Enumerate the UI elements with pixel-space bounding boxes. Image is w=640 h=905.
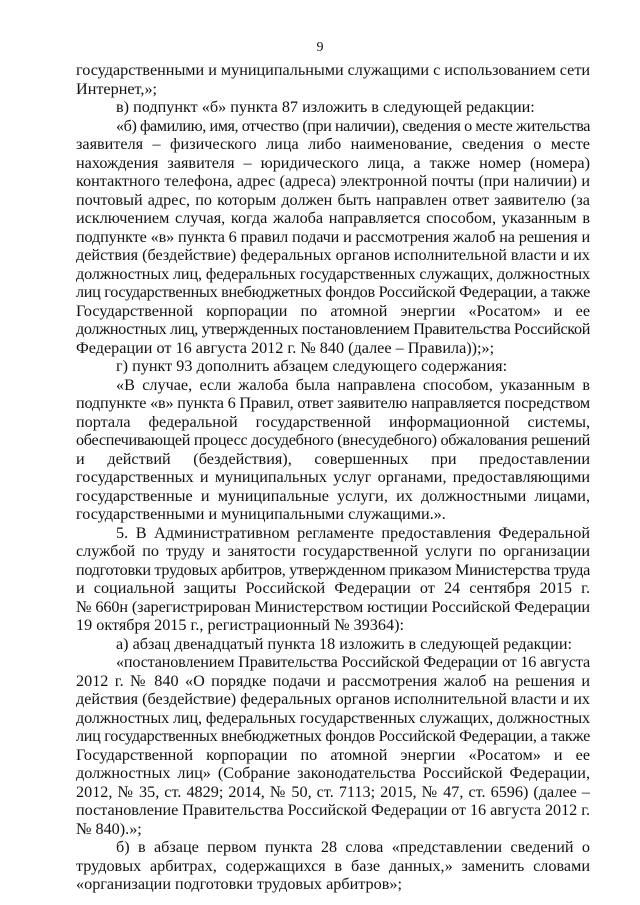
text-line: г) пункт 93 дополнить абзацем следующего содержания: (116, 357, 508, 375)
page-number: 9 (316, 40, 324, 55)
text-line: государственных и муниципальных услуг органами, предоставляющими (76, 468, 590, 486)
text-line: заявителя – физического лица либо наименование, сведения о месте (76, 135, 590, 153)
text-line: государственными и муниципальными служащими с использованием сети (76, 61, 591, 79)
text-line: службой по труду и занятости государственной услуги по организации (76, 542, 590, 560)
text-line: 5. В Административном регламенте предоставления Федеральной (116, 523, 590, 542)
text-line: «В случае, если жалоба была направлена способом, указанным в (116, 375, 590, 394)
document-body (76, 61, 590, 894)
text-line: № 660н (зарегистрирован Министерством юстиции Российской Федерации (76, 597, 590, 616)
text-line: должностных лиц, федеральных государственных служащих, должностных (76, 264, 590, 283)
paragraph (76, 635, 590, 654)
text-line: портала федеральной государственной информационной системы, (76, 412, 590, 431)
paragraph (76, 357, 590, 376)
text-line: исключением случая, когда жалоба направляется способом, указанным в (76, 209, 590, 227)
text-line: трудовых арбитрах, содержащихся в базе данных,» заменить словами (76, 856, 590, 875)
paragraph (76, 653, 590, 838)
text-line: № 840).»; (76, 819, 142, 838)
text-line: Государственной корпорации по атомной энергии «Росатом» и ее (76, 301, 590, 320)
paragraph (76, 117, 590, 358)
text-line: должностных лиц, утвержденных постановлением Правительства Российской (76, 320, 590, 338)
text-line: и действий (бездействия), совершенных при предоставлении (76, 449, 590, 468)
text-line: Федерации от 16 августа 2012 г. № 840 (далее – Правила));»; (76, 338, 495, 357)
text-line: и социальной защиты Российской Федерации от 24 сентября 2015 г. (76, 579, 590, 597)
text-line: подпункте «в» пункта 6 Правил, ответ заявителю направляется посредством (76, 394, 590, 412)
paragraph (76, 98, 590, 117)
text-line: лиц государственных внебюджетных фондов Российской Федерации, а также (76, 727, 590, 745)
text-line: б) в абзаце первом пункта 28 слова «представлении сведений о (116, 838, 590, 856)
text-line: «организации подготовки трудовых арбитров»; (76, 875, 402, 893)
text-line: подпункте «в» пункта 6 правил подачи и рассмотрения жалоб на решения и (76, 227, 591, 246)
text-line: 2012, № 35, ст. 4829; 2014, № 50, ст. 7113; 2015, № 47, ст. 6596) (далее – (76, 782, 590, 801)
text-line: должностных лиц, федеральных государственных служащих, должностных (76, 708, 590, 727)
text-line: обеспечивающей процесс досудебного (внесудебного) обжалования решений (76, 431, 591, 449)
text-line: государственные и муниципальные услуги, их должностными лицами, (76, 486, 590, 505)
text-line: должностных лиц» (Собрание законодательства Российской Федерации, (76, 764, 590, 782)
text-line: нахождения заявителя – юридического лица, а также номер (номера) (76, 153, 590, 172)
text-line: действия (бездействие) федеральных органов исполнительной власти и их (76, 690, 590, 708)
text-line: почтовый адрес, по которым должен быть направлен ответ заявителю (за (76, 190, 590, 209)
paragraph (76, 376, 590, 635)
text-line: государственными и муниципальными служащими.». (76, 505, 446, 523)
text-line: лиц государственных внебюджетных фондов Российской Федерации, а также (76, 283, 590, 301)
text-line: подготовки трудовых арбитров, утвержденном приказом Министерства труда (76, 560, 590, 579)
paragraph (76, 838, 590, 894)
text-line: а) абзац двенадцатый пункта 18 изложить в следующей редакции: (116, 634, 572, 653)
text-line: Интернет,»; (76, 79, 158, 98)
text-line: «б) фамилию, имя, отчество (при наличии), сведения о месте жительства (116, 116, 591, 135)
text-line: постановление Правительства Российской Федерации от 16 августа 2012 г. (76, 801, 591, 819)
paragraph (76, 61, 590, 98)
text-line: действия (бездействие) федеральных органов исполнительной власти и их (76, 246, 590, 264)
text-line: контактного телефона, адрес (адреса) электронной почты (при наличии) и (76, 172, 590, 190)
text-line: 19 октября 2015 г., регистрационный № 39364): (76, 616, 404, 634)
text-line: Государственной корпорации по атомной энергии «Росатом» и ее (76, 745, 590, 764)
text-line: в) подпункт «б» пункта 87 изложить в следующей редакции: (116, 98, 535, 116)
text-line: 2012 г. № 840 «О порядке подачи и рассмотрения жалоб на решения и (76, 671, 590, 690)
text-line: «постановлением Правительства Российской Федерации от 16 августа (116, 653, 590, 671)
